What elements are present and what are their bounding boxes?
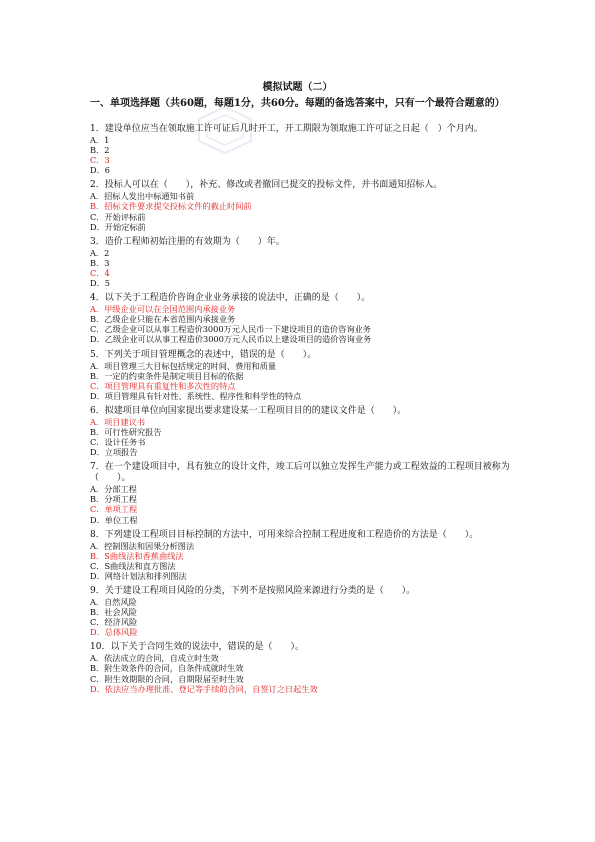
answer-option-correct: B．S曲线法和香蕉曲线法 bbox=[90, 550, 184, 561]
answer-option-correct: A．甲级企业可以在全国范围内承接业务 bbox=[90, 304, 236, 315]
answer-option: A．控制图法和因果分析图法 bbox=[90, 540, 195, 551]
answer-option: D．立项报告 bbox=[90, 447, 138, 458]
answer-option: C．附生效期限的合同，自期限届至时生效 bbox=[90, 673, 244, 684]
document-title: 模拟试题（二） bbox=[262, 82, 333, 93]
question-block bbox=[90, 462, 510, 524]
question-block bbox=[90, 237, 510, 288]
answer-option: D．乙级企业可以从事工程造价3000万元人民币以上建设项目的造价咨询业务 bbox=[90, 334, 372, 345]
question-list bbox=[90, 124, 510, 699]
question-stem: 3．造价工程师初始注册的有效期为（ ）年。 bbox=[90, 236, 285, 247]
question-block bbox=[90, 124, 510, 175]
answer-option: B．分项工程 bbox=[90, 494, 137, 505]
section-heading: 一、单项选择题（共60题，每题1分，共60分。每题的备选答案中，只有一个最符合题意的） bbox=[90, 98, 505, 109]
answer-option: C．开始评标前 bbox=[90, 211, 146, 222]
question-block bbox=[90, 180, 510, 231]
answer-option: A．2 bbox=[90, 247, 110, 258]
answer-option: C．S曲线法和直方图法 bbox=[90, 560, 176, 571]
answer-option: D．网络计划法和排列图法 bbox=[90, 570, 187, 581]
answer-option: B．可行性研究报告 bbox=[90, 426, 162, 437]
question-block bbox=[90, 350, 510, 401]
answer-option: A．依法成立的合同，自成立时生效 bbox=[90, 653, 219, 664]
answer-option-correct: C．项目管理具有重复性和多次性的特点 bbox=[90, 380, 236, 391]
question-block bbox=[90, 406, 510, 457]
question-block bbox=[90, 530, 510, 581]
answer-option: A．1 bbox=[90, 135, 110, 145]
answer-option: B．一定的约束条件是制定项目目标的依据 bbox=[90, 370, 244, 381]
answer-option: B．3 bbox=[90, 257, 110, 268]
question-stem: 9．关于建设工程项目风险的分类，下列不是按照风险来源进行分类的是（ ）。 bbox=[90, 586, 416, 596]
question-block bbox=[90, 586, 510, 637]
answer-option: A．自然风险 bbox=[90, 597, 137, 607]
answer-option: A．分部工程 bbox=[90, 484, 137, 495]
answer-option: D．单位工程 bbox=[90, 514, 138, 525]
answer-option: B．附生效条件的合同，自条件成就时生效 bbox=[90, 663, 244, 674]
answer-option-correct: D．总体风险 bbox=[90, 627, 138, 638]
question-block bbox=[90, 293, 510, 344]
question-stem: 5．下列关于项目管理概念的表述中，错误的是（ ）。 bbox=[90, 349, 317, 360]
answer-option: B．社会风险 bbox=[90, 607, 137, 618]
question-stem: 4．以下关于工程造价咨询企业业务承接的说法中，正确的是（ ）。 bbox=[90, 293, 371, 304]
answer-option: A．项目管理三大目标包括规定的时间、费用和质量 bbox=[90, 360, 277, 371]
answer-option: C．经济风险 bbox=[90, 617, 138, 628]
answer-option-correct: D．依法应当办理批准、登记等手续的合同，自签订之日起生效 bbox=[90, 683, 318, 694]
question-stem: 7．在一个建设项目中，具有独立的设计文件，竣工后可以独立发挥生产能力或工程效益的工程项目被称为（ ）。 bbox=[90, 462, 510, 484]
answer-option-correct: C．3 bbox=[90, 155, 110, 166]
answer-option: C．设计任务书 bbox=[90, 437, 146, 448]
answer-option: A．招标人发出中标通知书前 bbox=[90, 191, 195, 202]
answer-option: C．乙级企业可以从事工程造价3000万元人民币一下建设项目的造价咨询业务 bbox=[90, 324, 371, 335]
question-stem: 8．下列建设工程项目目标控制的方法中，可用来综合控制工程进度和工程造价的方法是（ ）。 bbox=[90, 529, 479, 540]
answer-option-correct: C．4 bbox=[90, 267, 110, 278]
answer-option-correct: B．招标文件要求提交投标文件的截止时间前 bbox=[90, 201, 252, 212]
answer-option: D．开始定标前 bbox=[90, 221, 146, 232]
answer-option-correct: C．单项工程 bbox=[90, 504, 138, 515]
answer-option: B．2 bbox=[90, 145, 110, 156]
answer-option: D．项目管理具有针对性、系统性、程序性和科学性的特点 bbox=[90, 390, 302, 401]
question-stem: 10．以下关于合同生效的说法中，错误的是（ ）。 bbox=[90, 642, 304, 653]
question-block bbox=[90, 642, 510, 693]
question-stem: 1．建设单位应当在领取施工许可证后几时开工，开工期限为领取施工许可证之日起（ ）个月内。 bbox=[90, 124, 483, 134]
answer-option: D．5 bbox=[90, 278, 110, 289]
answer-option: B．乙级企业只能在本省范围内承接业务 bbox=[90, 314, 236, 325]
answer-option: D．6 bbox=[90, 165, 110, 176]
question-stem: 6．拟建项目单位向国家提出要求建设某一工程项目目的的建议文件是（ ）。 bbox=[90, 405, 407, 416]
answer-option-correct: A．项目建议书 bbox=[90, 416, 146, 427]
question-stem: 2．投标人可以在（ ），补充、修改或者撤回已提交的投标文件，并书面通知招标人。 bbox=[90, 180, 443, 191]
